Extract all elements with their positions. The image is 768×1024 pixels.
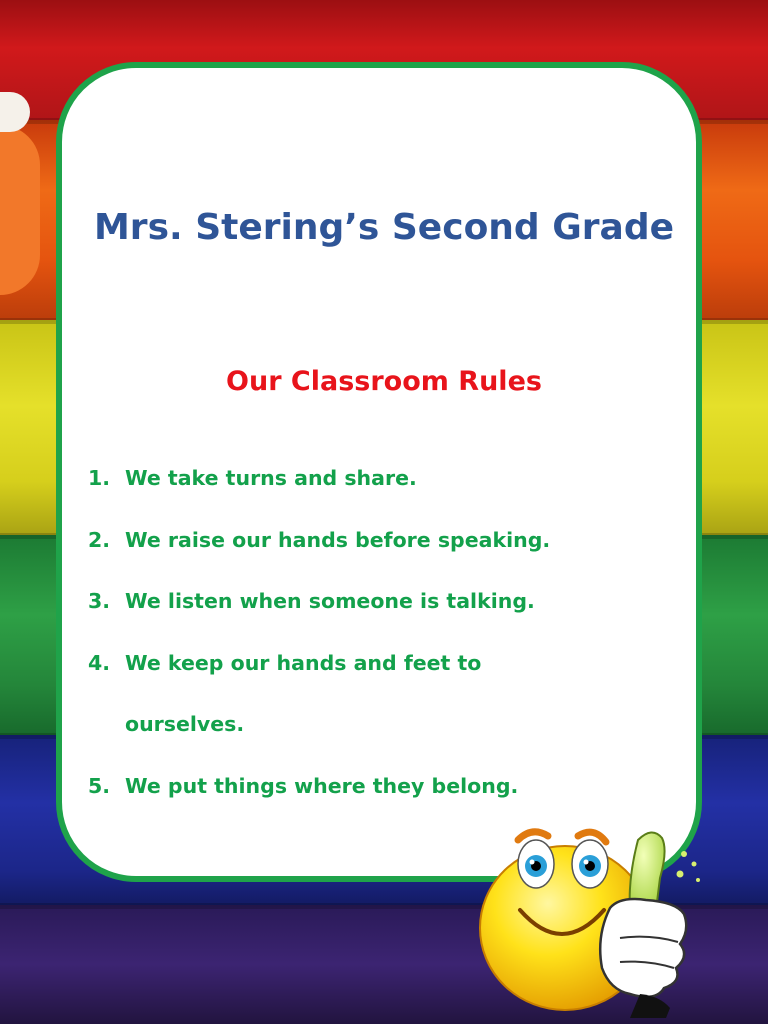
rules-heading: Our Classroom Rules: [226, 366, 542, 397]
rule-number: 4.: [88, 650, 111, 675]
orange-crayon-tip: [0, 125, 40, 295]
rule-number: 3.: [88, 589, 111, 613]
thumbs-up-smiley-icon: [470, 818, 710, 1018]
list-item: [88, 510, 668, 572]
page-title: Mrs. Stering’s Second Grade: [93, 207, 675, 248]
rule-number: 2.: [88, 527, 111, 552]
list-item: [88, 756, 668, 818]
list-item: [88, 448, 668, 510]
rule-number: 1.: [88, 466, 111, 490]
rule-text: We put things where they belong.: [125, 773, 519, 798]
list-item: [88, 633, 668, 756]
rule-number: 5.: [88, 773, 111, 798]
rule-text: We take turns and share.: [125, 466, 417, 490]
rule-text: We raise our hands before speaking.: [125, 527, 551, 552]
rule-text: We listen when someone is talking.: [125, 589, 535, 613]
list-item: [88, 571, 668, 633]
rule-text: We keep our hands and feet to ourselves.: [125, 650, 482, 736]
rules-list: [88, 448, 668, 817]
